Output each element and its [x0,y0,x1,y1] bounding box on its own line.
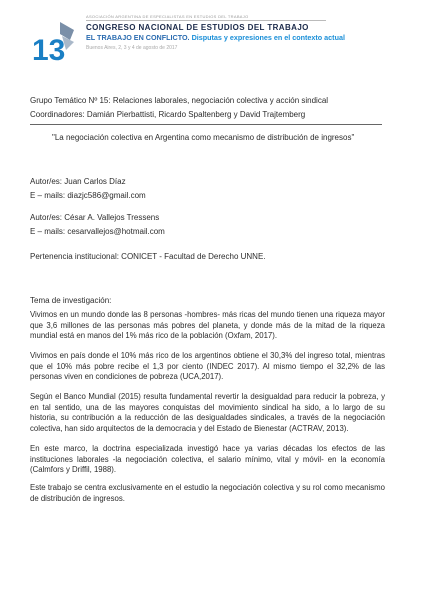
conference-place-date: Buenos Aires, 2, 3 y 4 de agosto de 2017 [86,45,178,51]
coordinators: Coordinadores: Damián Pierbattisti, Ricardo Spaltenberg y David Trajtemberg [30,110,306,119]
subtitle-main: EL TRABAJO EN CONFLICTO. [86,33,190,42]
author-2: Autor/es: César A. Vallejos Tressens [30,213,160,222]
paragraph-1: Vivimos en un mundo donde las 8 personas -hombres- más ricas del mundo tienen una riqueza mayor que 3,6 millones de las personas más pobres del planeta, y donde más de la mitad de la riqueza mundial está en manos del 1% más rico de la población (Oxfam, 2017). [30,310,385,341]
paper-title: "La negociación colectiva en Argentina como mecanismo de distribución de ingresos" [52,133,355,142]
title-divider [30,124,382,125]
thematic-group: Grupo Temático Nº 15: Relaciones laborales, negociación colectiva y acción sindical [30,96,329,105]
paragraph-2: Vivimos en país donde el 10% más rico de los argentinos obtiene el 30,3% del ingreso total, mientras que el 10% más pobre recibe el 1,3 por ciento (INDEC 2017). Al mismo tiempo el 32,2% de las personas viven en condiciones de pobreza (UCA,2017). [30,351,385,382]
paragraph-4: En este marco, la doctrina especializada investigó hace ya varias décadas los efectos de las instituciones laborales -la negociación colectiva, el salario mínimo, vital y móvil- en la economía (Calmfors y Driffil, 1988). [30,444,385,475]
conference-header [30,12,400,70]
author-1-email: E – mails: diazjc586@gmail.com [30,191,146,200]
author-2-email: E – mails: cesarvallejos@hotmail.com [30,227,165,236]
author-1: Autor/es: Juan Carlos Díaz [30,177,126,186]
conference-13-logo-icon [30,20,76,66]
association-tagline: ASOCIACIÓN ARGENTINA DE ESPECIALISTAS EN ESTUDIOS DEL TRABAJO [86,14,249,19]
svg-text:13: 13 [32,34,66,66]
conference-title: CONGRESO NACIONAL DE ESTUDIOS DEL TRABAJO [86,23,309,32]
subtitle-rest: Disputas y expresiones en el contexto actual [191,33,345,42]
header-divider [86,20,326,21]
institutional-affiliation: Pertenencia institucional: CONICET - Facultad de Derecho UNNE. [30,252,266,261]
research-theme-label: Tema de investigación: [30,296,112,305]
conference-subtitle [86,33,345,42]
paragraph-3: Según el Banco Mundial (2015) resulta fundamental revertir la desigualdad para reducir la pobreza, y en tal sentido, una de las mayores conquistas del movimiento sindical ha sido, a lo largo de su historia, su contribución a la reducción de las desigualdades sindicales, a través de la negociación colectiva, han sido arquitectos de la democracia y del Estado de Bienestar (ACTRAV, 2013). [30,392,385,433]
paragraph-5: Este trabajo se centra exclusivamente en el estudio la negociación colectiva y su rol como mecanismo de distribución de ingresos. [30,483,385,503]
